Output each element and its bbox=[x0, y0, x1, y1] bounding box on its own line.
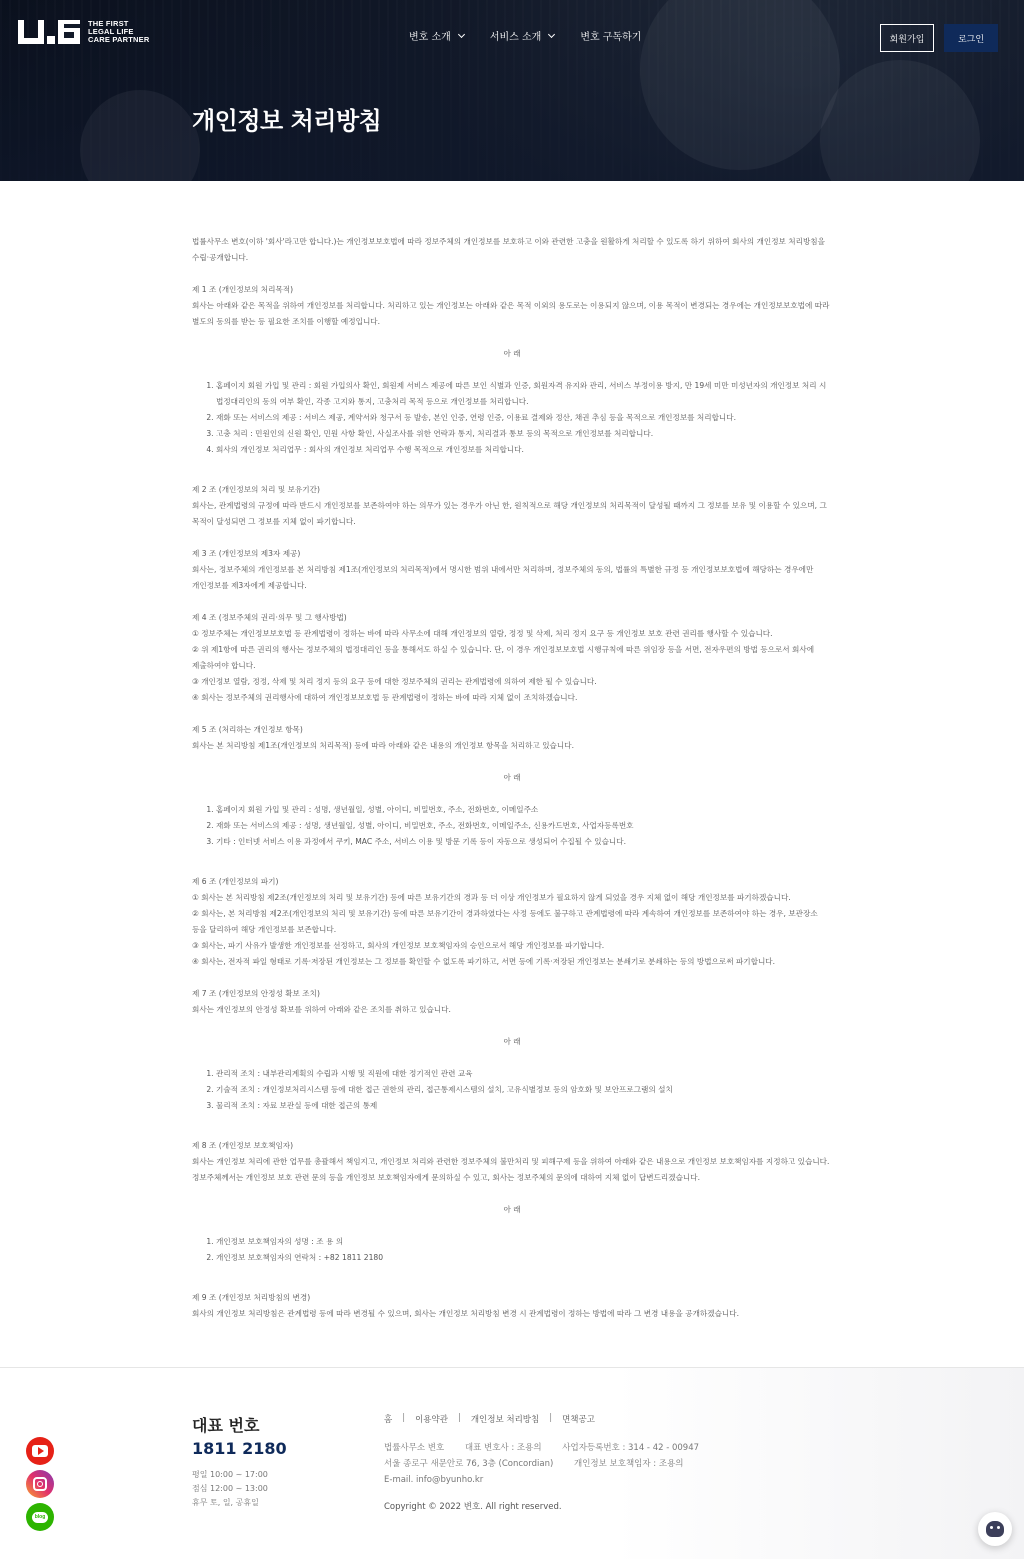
article-4-text: ③ 개인정보 열람, 정정, 삭제 및 처리 정지 등의 요구 등에 대한 정보주체의 권리는 관계법령에 의하여 제한 될 수 있습니다. bbox=[192, 677, 597, 686]
business-number: 사업자등록번호 : 314 - 42 - 00947 bbox=[562, 1443, 700, 1453]
nav-services-label: 서비스 소개 bbox=[489, 32, 542, 43]
footer-link-disclaimer[interactable]: 면책공고 bbox=[562, 1415, 595, 1425]
list-item: 3. 고충 처리 : 민원인의 신원 확인, 민원 사항 확인, 사실조사를 위한 연락과 통지, 처리결과 통보 등의 목적으로 개인정보를 처리합니다. bbox=[216, 426, 832, 442]
privacy-officer: 개인정보 보호책임자 : 조용의 bbox=[573, 1459, 684, 1469]
article-4-text: ② 위 제1항에 따른 권리의 행사는 정보주체의 법정대리인 등을 통해서도 하실 수 있습니다. 단, 이 경우 개인정보보호법 시행규칙에 따른 위임장 등을 서면, 전자우편의 방법 등으로서 회사에 bbox=[192, 645, 815, 654]
article-6-text: 등을 달리하여 해당 개인정보를 보존합니다. bbox=[192, 925, 337, 934]
youtube-icon[interactable] bbox=[26, 1437, 54, 1465]
list-item: 4. 회사의 개인정보 처리업무 : 회사의 개인정보 처리업무 수행 목적으로 개인정보를 처리합니다. bbox=[216, 442, 832, 458]
article-9-title: 제 9 조 (개인정보 처리방침의 변경) bbox=[192, 1293, 311, 1302]
article-8-title: 제 8 조 (개인정보 보호책임자) bbox=[192, 1141, 294, 1150]
separator: | bbox=[457, 1413, 461, 1423]
footer-title: 대표 번호 bbox=[192, 1416, 260, 1435]
hours-lunch: 점심 12:00 ~ 13:00 bbox=[192, 1484, 268, 1493]
article-6-text: ② 회사는, 본 처리방침 제2조(개인정보의 처리 및 보유기간) 등에 따른 보유기간이 경과하였다는 사정 등에도 불구하고 관계법령에 따라 계속하여 개인정보를 보존하여야 하는 경우, 보관장소 bbox=[192, 909, 818, 918]
page-title: 개인정보 처리방침 bbox=[192, 107, 382, 135]
article-6-title: 제 6 조 (개인정보의 파기) bbox=[192, 877, 279, 886]
list-item: 2. 개인정보 보호책임자의 연락처 : +82 1811 2180 bbox=[216, 1250, 832, 1266]
article-1-list bbox=[192, 378, 832, 458]
footer-links bbox=[384, 1413, 595, 1425]
nav-subscribe[interactable] bbox=[580, 28, 641, 43]
logo-line: THE FIRST bbox=[88, 19, 129, 28]
company-ceo: 대표 변호사 : 조용의 bbox=[464, 1443, 542, 1453]
nav-about-label: 변호 소개 bbox=[409, 32, 451, 43]
article-1-title: 제 1 조 (개인정보의 처리목적) bbox=[192, 285, 294, 294]
article-2-text: 목적이 달성되면 그 정보를 지체 없이 파기합니다. bbox=[192, 517, 356, 526]
article-7-title: 제 7 조 (개인정보의 안정성 확보 조치) bbox=[192, 989, 320, 998]
logo-tagline bbox=[88, 20, 149, 44]
footer-link-home[interactable]: 홈 bbox=[384, 1415, 393, 1425]
below-heading: 아 래 bbox=[503, 1037, 521, 1046]
main-nav bbox=[409, 28, 641, 43]
company-email[interactable]: E-mail. info@byunho.kr bbox=[384, 1475, 484, 1485]
article-8-list bbox=[192, 1234, 832, 1266]
article-5-title: 제 5 조 (처리하는 개인정보 항목) bbox=[192, 725, 303, 734]
list-item: 2. 재화 또는 서비스의 제공 : 서비스 제공, 계약서와 청구서 등 발송, 본인 인증, 연령 인증, 이용료 결제와 정산, 채권 추심 등을 목적으로 개인정보를 처리합니다. bbox=[216, 410, 832, 426]
article-4-title: 제 4 조 (정보주체의 권리·의무 및 그 행사방법) bbox=[192, 613, 347, 622]
logo-mark bbox=[18, 20, 80, 44]
footer-link-privacy[interactable]: 개인정보 처리방침 bbox=[470, 1415, 540, 1425]
instagram-icon[interactable] bbox=[26, 1470, 54, 1498]
article-4-text: ④ 회사는 정보주체의 권리행사에 대하여 개인정보보호법 등 관계법령이 정하는 바에 따라 지체 없이 조치하겠습니다. bbox=[192, 693, 578, 702]
article-5-text: 회사는 본 처리방침 제1조(개인정보의 처리목적) 등에 따라 아래와 같은 내용의 개인정보 항목을 처리하고 있습니다. bbox=[192, 741, 574, 750]
article-3-text: 개인정보를 제3자에게 제공합니다. bbox=[192, 581, 307, 590]
info-row bbox=[384, 1472, 717, 1488]
intro-text: 수립·공개합니다. bbox=[192, 253, 249, 262]
article-1-text: 별도의 동의를 받는 등 필요한 조치를 이행할 예정입니다. bbox=[192, 317, 381, 326]
login-button[interactable]: 로그인 bbox=[944, 24, 998, 52]
company-name: 법률사무소 변호 bbox=[384, 1443, 445, 1453]
chevron-down-icon bbox=[458, 30, 465, 37]
list-item: 2. 기술적 조치 : 개인정보처리시스템 등에 대한 접근 권한의 관리, 접근통제시스템의 설치, 고유식별정보 등의 암호화 및 보안프로그램의 설치 bbox=[216, 1082, 832, 1098]
nav-subscribe-label: 변호 구독하기 bbox=[580, 32, 642, 43]
article-3-text: 회사는, 정보주체의 개인정보를 본 처리방침 제1조(개인정보의 처리목적)에서 명시한 범위 내에서만 처리하며, 정보주체의 동의, 법률의 특별한 규정 등 개인정보보호법에 해당하는 경우에만 bbox=[192, 565, 814, 574]
list-item: 1. 홈페이지 회원 가입 및 관리 : 회원 가입의사 확인, 회원제 서비스 제공에 따른 보인 식별과 인증, 회원자격 유지와 관리, 서비스 부정이용 방지, 만 19세 미만 미성년자의 개인정보 처리 시 법정대리인의 동의 여부 확인, 각종 고지와 통지, 고충처리 목적 등으로 개인정보를 처리합니다. bbox=[216, 378, 832, 410]
article-8-text: 정보주체께서는 개인정보 보호 관련 문의 등을 개인정보 보호책임자에게 문의하실 수 있고, 회사는 정보주체의 문의에 대하여 지체 없이 답변드리겠습니다. bbox=[192, 1173, 700, 1182]
blog-icon[interactable] bbox=[26, 1503, 54, 1531]
list-item: 3. 물리적 조치 : 자료 보관실 등에 대한 접근의 통제 bbox=[216, 1098, 832, 1114]
article-4-text: 제출하여야 합니다. bbox=[192, 661, 256, 670]
nav-services[interactable] bbox=[490, 28, 554, 43]
list-item: 1. 개인정보 보호책임자의 성명 : 조 용 의 bbox=[216, 1234, 832, 1250]
article-5-list bbox=[192, 802, 832, 850]
info-row bbox=[384, 1456, 717, 1472]
hours-closed: 휴무 토, 일, 공휴일 bbox=[192, 1498, 259, 1507]
article-6-text: ① 회사는 본 처리방침 제2조(개인정보의 처리 및 보유기간) 등에 따른 보유기간의 경과 등 더 이상 개인정보가 필요하지 않게 되었을 경우 지체 없이 해당 개인정보를 파기하겠습니다. bbox=[192, 893, 791, 902]
footer-hours bbox=[192, 1468, 268, 1510]
article-2-title: 제 2 조 (개인정보의 처리 및 보유기간) bbox=[192, 485, 320, 494]
logo[interactable] bbox=[18, 20, 149, 44]
logo-line: LEGAL LIFE bbox=[88, 27, 134, 36]
company-address: 서울 종로구 새문안로 76, 3층 (Concordian) bbox=[384, 1459, 554, 1469]
article-8-text: 회사는 개인정보 처리에 관한 업무를 총괄해서 책임지고, 개인정보 처리와 관련한 정보주체의 불만처리 및 피해구제 등을 위하여 아래와 같은 내용으로 개인정보 보호책임자를 지정하고 있습니다. bbox=[192, 1157, 830, 1166]
blog-icon-text: blog bbox=[32, 1512, 48, 1523]
article-6-text: ④ 회사는, 전자적 파일 형태로 기록·저장된 개인정보는 그 정보를 확인할 수 없도록 파기하고, 서면 등에 기록·저장된 개인정보는 분쇄기로 분쇄하는 등의 방법으로써 파기합니다. bbox=[192, 957, 776, 966]
logo-line: CARE PARTNER bbox=[88, 35, 150, 44]
article-1-text: 회사는 아래와 같은 목적을 위하여 개인정보를 처리합니다. 처리하고 있는 개인정보는 아래와 같은 목적 이외의 용도로는 이용되지 않으며, 이용 목적이 변경되는 경우에는 개인정보보호법에 따라 bbox=[192, 301, 830, 310]
chatbot-icon[interactable] bbox=[978, 1512, 1012, 1546]
chevron-down-icon bbox=[548, 30, 555, 37]
article-4-text: ① 정보주체는 개인정보보호법 등 관계법령이 정하는 바에 따라 사무소에 대해 개인정보의 열람, 정정 및 삭제, 처리 정지 요구 등 개인정보 보호 관련 권리를 행사할 수 있습니다. bbox=[192, 629, 773, 638]
footer-phone[interactable]: 1811 2180 bbox=[192, 1439, 287, 1458]
article-2-text: 회사는, 관계법령의 규정에 따라 반드시 개인정보를 보존하여야 하는 의무가 있는 경우가 아닌 한, 원칙적으로 해당 개인정보의 처리목적이 달성될 때까지 그 정보를 보유 및 이용할 수 있으며, 그 bbox=[192, 501, 827, 510]
list-item: 2. 재화 또는 서비스의 제공 : 성명, 생년월일, 성별, 아이디, 비밀번호, 주소, 전화번호, 이메일주소, 신용카드번호, 사업자등록번호 bbox=[216, 818, 832, 834]
list-item: 1. 관리적 조치 : 내부관리계획의 수립과 시행 및 직원에 대한 정기적인 관련 교육 bbox=[216, 1066, 832, 1082]
separator: | bbox=[402, 1413, 406, 1423]
list-item: 3. 기타 : 인터넷 서비스 이용 과정에서 쿠키, MAC 주소, 서비스 이용 및 방문 기록 등이 자동으로 생성되어 수집될 수 있습니다. bbox=[216, 834, 832, 850]
join-button[interactable]: 회원가입 bbox=[880, 24, 934, 52]
article-3-title: 제 3 조 (개인정보의 제3자 제공) bbox=[192, 549, 301, 558]
list-item: 1. 홈페이지 회원 가입 및 관리 : 성명, 생년월일, 성별, 아이디, 비밀번호, 주소, 전화번호, 이메일주소 bbox=[216, 802, 832, 818]
article-7-text: 회사는 개인정보의 안정성 확보를 위하여 아래와 같은 조치를 취하고 있습니다. bbox=[192, 1005, 451, 1014]
copyright: Copyright © 2022 변호. All right reserved. bbox=[384, 1502, 562, 1512]
nav-about[interactable] bbox=[409, 28, 464, 43]
hero-banner bbox=[0, 0, 1024, 181]
footer-company-info bbox=[384, 1440, 717, 1488]
footer-link-terms[interactable]: 이용약관 bbox=[415, 1415, 448, 1425]
below-heading: 아 래 bbox=[503, 1205, 521, 1214]
separator: | bbox=[549, 1413, 553, 1423]
below-heading: 아 래 bbox=[503, 349, 521, 358]
below-heading: 아 래 bbox=[503, 773, 521, 782]
article-7-list bbox=[192, 1066, 832, 1114]
article-9-text: 회사의 개인정보 처리방침은 관계법령 등에 따라 변경될 수 있으며, 회사는 개인정보 처리방침 변경 시 관계법령이 정하는 방법에 따라 그 변경 내용을 공개하겠습니다. bbox=[192, 1309, 739, 1318]
intro-text: 법률사무소 변호(이하 '회사'라고만 합니다.)는 개인정보보호법에 따라 정보주체의 개인정보를 보호하고 이와 관련한 고충을 원활하게 처리할 수 있도록 하기 위하여 회사의 개인정보 처리방침을 bbox=[192, 237, 825, 246]
info-row bbox=[384, 1440, 717, 1456]
policy-content bbox=[192, 234, 832, 1322]
hours-weekday: 평일 10:00 ~ 17:00 bbox=[192, 1470, 268, 1479]
article-6-text: ③ 회사는, 파기 사유가 발생한 개인정보를 선정하고, 회사의 개인정보 보호책임자의 승인으로서 해당 개인정보를 파기합니다. bbox=[192, 941, 605, 950]
